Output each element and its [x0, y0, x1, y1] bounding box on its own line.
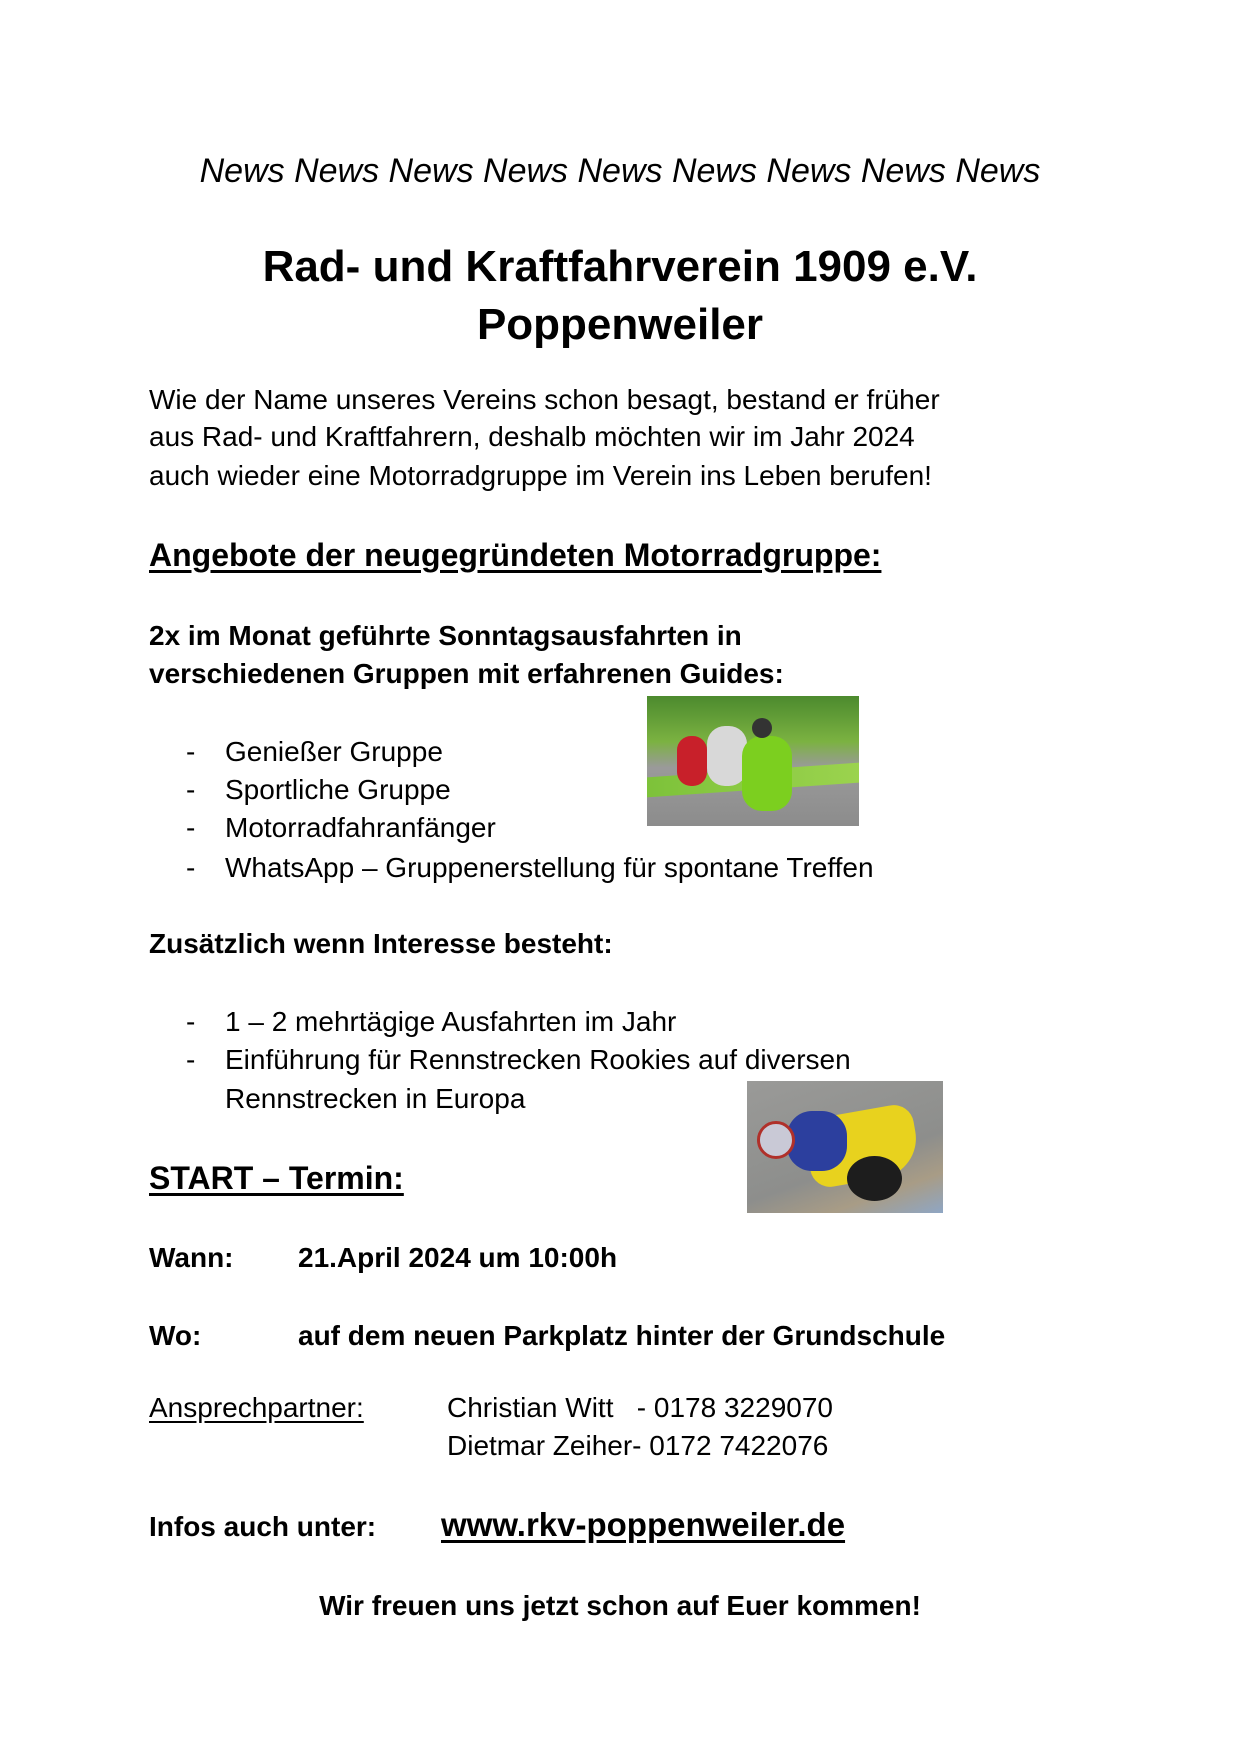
extra-item: Einführung für Rennstrecken Rookies auf diversen [225, 1044, 851, 1075]
racing-motorcycle-photo [747, 1081, 943, 1213]
intro-line: Wie der Name unseres Vereins schon besagt, bestand er früher [149, 384, 940, 415]
bullet-dash: - [186, 774, 196, 805]
offers-heading: Angebote der neugegründeten Motorradgruppe: [149, 537, 882, 573]
bullet-dash: - [186, 1044, 196, 1075]
bullet-dash: - [186, 1006, 196, 1037]
news-banner: News News News News News News News News News [199, 152, 1041, 190]
contact-line: Dietmar Zeiher- 0172 7422076 [447, 1430, 829, 1461]
when-label: Wann: [149, 1242, 234, 1273]
extra-item-continued: Rennstrecken in Europa [225, 1083, 526, 1114]
closing-text: Wir freuen uns jetzt schon auf Euer kommen! [319, 1590, 921, 1621]
start-heading: START – Termin: [149, 1160, 404, 1196]
group-item: Genießer Gruppe [225, 736, 443, 767]
group-riders-photo [647, 696, 859, 826]
contact-line: Christian Witt - 0178 3229070 [447, 1392, 833, 1423]
intro-line: auch wieder eine Motorradgruppe im Verein ins Leben berufen! [149, 460, 932, 491]
rides-intro-line: 2x im Monat geführte Sonntagsausfahrten in [149, 620, 742, 651]
title-line-2: Poppenweiler [476, 300, 764, 349]
website-link[interactable]: www.rkv-poppenweiler.de [441, 1506, 846, 1543]
extra-heading: Zusätzlich wenn Interesse besteht: [149, 928, 613, 959]
extra-item: 1 – 2 mehrtägige Ausfahrten im Jahr [225, 1006, 677, 1037]
rides-intro-line: verschiedenen Gruppen mit erfahrenen Guides: [149, 658, 784, 689]
bullet-dash: - [186, 852, 196, 883]
group-item: WhatsApp – Gruppenerstellung für spontane Treffen [225, 852, 874, 883]
infos-label: Infos auch unter: [149, 1511, 377, 1542]
group-item: Sportliche Gruppe [225, 774, 451, 805]
group-item: Motorradfahranfänger [225, 812, 496, 843]
when-value: 21.April 2024 um 10:00h [298, 1242, 618, 1273]
bullet-dash: - [186, 736, 196, 767]
contact-label: Ansprechpartner: [149, 1392, 364, 1423]
intro-line: aus Rad- und Kraftfahrern, deshalb möchten wir im Jahr 2024 [149, 421, 915, 452]
title-line-1: Rad- und Kraftfahrverein 1909 e.V. [262, 242, 978, 291]
where-label: Wo: [149, 1320, 202, 1351]
bullet-dash: - [186, 812, 196, 843]
where-value: auf dem neuen Parkplatz hinter der Grundschule [298, 1320, 946, 1351]
